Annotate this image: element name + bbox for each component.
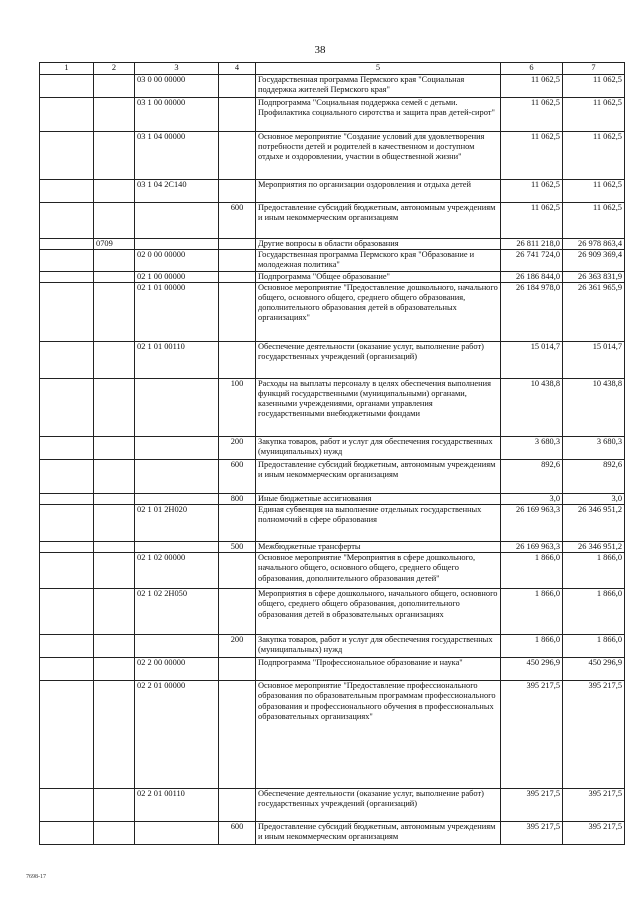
- table-row: [40, 542, 625, 553]
- table-cell-c2: [94, 271, 135, 282]
- table-cell-c6: 1 866,0: [501, 589, 563, 635]
- table-cell-c6: 395 217,5: [501, 789, 563, 822]
- table-cell-c2: [94, 553, 135, 589]
- table-row: [40, 75, 625, 98]
- table-row: [40, 553, 625, 589]
- table-cell-c1: [40, 681, 94, 789]
- table-cell-c2: [94, 589, 135, 635]
- table-cell-c5: Закупка товаров, работ и услуг для обеспечения государственных (муниципальных) нужд: [256, 635, 501, 658]
- table-cell-c1: [40, 341, 94, 378]
- table-cell-c1: [40, 505, 94, 542]
- table-cell-c1: [40, 378, 94, 436]
- table-cell-c5: Государственная программа Пермского края "Социальная поддержка жителей Пермского края": [256, 75, 501, 98]
- table-cell-c1: [40, 553, 94, 589]
- table-cell-c1: [40, 822, 94, 845]
- table-cell-c1: [40, 436, 94, 459]
- table-cell-c3: [135, 459, 219, 493]
- column-header: 4: [219, 63, 256, 75]
- table-cell-c6: 892,6: [501, 459, 563, 493]
- column-header: 1: [40, 63, 94, 75]
- table-cell-c3: 03 1 00 00000: [135, 98, 219, 132]
- table-cell-c5: Подпрограмма "Общее образование": [256, 271, 501, 282]
- table-cell-c5: Закупка товаров, работ и услуг для обеспечения государственных (муниципальных) нужд: [256, 436, 501, 459]
- table-cell-c6: 3 680,3: [501, 436, 563, 459]
- table-row: [40, 589, 625, 635]
- table-cell-c1: [40, 271, 94, 282]
- table-row: [40, 282, 625, 341]
- table-cell-c4: 200: [219, 635, 256, 658]
- table-cell-c5: Основное мероприятие "Мероприятия в сфере дошкольного, начального общего, основного общего, среднего общего образования, дополнительного образования детей": [256, 553, 501, 589]
- table-header-row: [40, 63, 625, 75]
- table-cell-c3: 02 1 01 00110: [135, 341, 219, 378]
- column-header: 6: [501, 63, 563, 75]
- table-cell-c7: 11 062,5: [563, 75, 625, 98]
- table-cell-c4: [219, 98, 256, 132]
- table-cell-c7: 11 062,5: [563, 203, 625, 239]
- table-cell-c5: Обеспечение деятельности (оказание услуг, выполнение работ) государственных учреждений (организаций): [256, 789, 501, 822]
- table-cell-c7: 11 062,5: [563, 132, 625, 180]
- table-cell-c3: [135, 822, 219, 845]
- table-cell-c4: [219, 789, 256, 822]
- table-cell-c2: [94, 789, 135, 822]
- table-cell-c7: 26 363 831,9: [563, 271, 625, 282]
- table-cell-c3: [135, 542, 219, 553]
- table-cell-c1: [40, 239, 94, 250]
- table-cell-c4: [219, 553, 256, 589]
- column-header: 3: [135, 63, 219, 75]
- table-cell-c4: [219, 589, 256, 635]
- table-row: [40, 436, 625, 459]
- table-row: [40, 635, 625, 658]
- table-cell-c5: Основное мероприятие "Предоставление дошкольного, начального общего, основного общего, среднего общего образования, дополнительного образования детей в образовательных организациях": [256, 282, 501, 341]
- table-cell-c7: 892,6: [563, 459, 625, 493]
- table-cell-c3: [135, 635, 219, 658]
- table-cell-c1: [40, 203, 94, 239]
- table-cell-c4: 600: [219, 203, 256, 239]
- table-cell-c6: 11 062,5: [501, 75, 563, 98]
- table-cell-c6: 1 866,0: [501, 553, 563, 589]
- table-cell-c3: 02 1 01 00000: [135, 282, 219, 341]
- table-cell-c2: 0709: [94, 239, 135, 250]
- table-cell-c2: [94, 250, 135, 271]
- table-cell-c4: [219, 180, 256, 203]
- table-cell-c5: Основное мероприятие "Предоставление профессионального образования по образовательным программам профессионального образования и профессионального обучения в профессиональных образовательных организациях": [256, 681, 501, 789]
- table-cell-c6: 11 062,5: [501, 180, 563, 203]
- table-cell-c3: [135, 239, 219, 250]
- table-row: [40, 239, 625, 250]
- table-cell-c7: 395 217,5: [563, 822, 625, 845]
- table-cell-c1: [40, 75, 94, 98]
- table-cell-c2: [94, 658, 135, 681]
- table-cell-c4: 200: [219, 436, 256, 459]
- table-cell-c3: 02 1 02 2Н050: [135, 589, 219, 635]
- table-cell-c3: 02 1 01 2Н020: [135, 505, 219, 542]
- table-cell-c4: [219, 658, 256, 681]
- table-cell-c4: [219, 239, 256, 250]
- table-cell-c6: 10 438,8: [501, 378, 563, 436]
- table-cell-c3: [135, 378, 219, 436]
- table-cell-c5: Предоставление субсидий бюджетным, автономным учреждениям и иным некоммерческим организациям: [256, 822, 501, 845]
- table-cell-c3: 02 2 00 00000: [135, 658, 219, 681]
- table-cell-c3: 02 1 00 00000: [135, 271, 219, 282]
- table-cell-c5: Межбюджетные трансферты: [256, 542, 501, 553]
- table-row: [40, 681, 625, 789]
- table-cell-c7: 26 346 951,2: [563, 542, 625, 553]
- column-header: 7: [563, 63, 625, 75]
- table-row: [40, 459, 625, 493]
- table-cell-c5: Основное мероприятие "Создание условий для удовлетворения потребности детей и родителей в качественном и доступном отдыхе и оздоровлении, участии в общественной жизни": [256, 132, 501, 180]
- footer-mark: 7698-17: [26, 874, 46, 880]
- table-cell-c1: [40, 459, 94, 493]
- table-cell-c5: Единая субвенция на выполнение отдельных государственных полномочий в сфере образования: [256, 505, 501, 542]
- table-cell-c2: [94, 180, 135, 203]
- table-cell-c6: 395 217,5: [501, 681, 563, 789]
- table-cell-c3: 02 1 02 00000: [135, 553, 219, 589]
- table-cell-c6: 26 741 724,0: [501, 250, 563, 271]
- table-cell-c7: 3,0: [563, 493, 625, 504]
- table-cell-c2: [94, 822, 135, 845]
- table-cell-c2: [94, 493, 135, 504]
- table-cell-c6: 3,0: [501, 493, 563, 504]
- table-cell-c7: 395 217,5: [563, 681, 625, 789]
- table-cell-c7: 1 866,0: [563, 553, 625, 589]
- table-cell-c4: [219, 271, 256, 282]
- table-row: [40, 250, 625, 271]
- table-cell-c6: 26 184 978,0: [501, 282, 563, 341]
- table-cell-c3: [135, 203, 219, 239]
- table-cell-c3: 03 1 04 00000: [135, 132, 219, 180]
- table-cell-c2: [94, 341, 135, 378]
- table-cell-c2: [94, 203, 135, 239]
- table-cell-c4: [219, 341, 256, 378]
- table-cell-c2: [94, 75, 135, 98]
- table-cell-c5: Мероприятия в сфере дошкольного, начального общего, основного общего, среднего общего образования, дополнительного образования детей в образовательных организациях: [256, 589, 501, 635]
- table-cell-c4: 600: [219, 822, 256, 845]
- table-row: [40, 132, 625, 180]
- table-body: [40, 75, 625, 845]
- table-row: [40, 658, 625, 681]
- table-cell-c5: Предоставление субсидий бюджетным, автономным учреждениям и иным некоммерческим организациям: [256, 203, 501, 239]
- table-row: [40, 493, 625, 504]
- table-cell-c6: 26 169 963,3: [501, 505, 563, 542]
- table-row: [40, 341, 625, 378]
- table-cell-c1: [40, 542, 94, 553]
- table-cell-c7: 450 296,9: [563, 658, 625, 681]
- table-cell-c6: 1 866,0: [501, 635, 563, 658]
- table-cell-c1: [40, 250, 94, 271]
- table-cell-c7: 11 062,5: [563, 180, 625, 203]
- table-cell-c7: 10 438,8: [563, 378, 625, 436]
- table-row: [40, 378, 625, 436]
- table-row: [40, 271, 625, 282]
- table-row: [40, 822, 625, 845]
- table-cell-c7: 15 014,7: [563, 341, 625, 378]
- table-cell-c2: [94, 378, 135, 436]
- table-cell-c6: 26 811 218,0: [501, 239, 563, 250]
- table-cell-c4: [219, 75, 256, 98]
- table-cell-c4: 500: [219, 542, 256, 553]
- table-cell-c4: 600: [219, 459, 256, 493]
- table-cell-c2: [94, 132, 135, 180]
- table-cell-c5: Расходы на выплаты персоналу в целях обеспечения выполнения функций государственными (муниципальными) органами, казенными учреждениями, органами управления государственными внебюджетными фондами: [256, 378, 501, 436]
- table-cell-c7: 3 680,3: [563, 436, 625, 459]
- table-cell-c5: Предоставление субсидий бюджетным, автономным учреждениям и иным некоммерческим организациям: [256, 459, 501, 493]
- table-cell-c4: 800: [219, 493, 256, 504]
- table-cell-c4: [219, 282, 256, 341]
- table-cell-c3: [135, 436, 219, 459]
- table-cell-c3: 03 1 04 2С140: [135, 180, 219, 203]
- table-cell-c6: 11 062,5: [501, 98, 563, 132]
- table-cell-c1: [40, 282, 94, 341]
- table-cell-c1: [40, 493, 94, 504]
- table-cell-c2: [94, 681, 135, 789]
- column-header: 2: [94, 63, 135, 75]
- table-row: [40, 180, 625, 203]
- table-row: [40, 505, 625, 542]
- table-cell-c1: [40, 180, 94, 203]
- budget-table: [39, 62, 625, 845]
- table-cell-c4: [219, 681, 256, 789]
- table-cell-c4: [219, 250, 256, 271]
- table-cell-c1: [40, 635, 94, 658]
- table-cell-c5: Государственная программа Пермского края "Образование и молодежная политика": [256, 250, 501, 271]
- table-cell-c5: Мероприятия по организации оздоровления и отдыха детей: [256, 180, 501, 203]
- table-cell-c2: [94, 436, 135, 459]
- table-row: [40, 98, 625, 132]
- table-cell-c6: 395 217,5: [501, 822, 563, 845]
- table-cell-c3: 02 2 01 00110: [135, 789, 219, 822]
- table-cell-c7: 395 217,5: [563, 789, 625, 822]
- table-cell-c2: [94, 459, 135, 493]
- table-cell-c4: 100: [219, 378, 256, 436]
- table-cell-c2: [94, 505, 135, 542]
- table-cell-c3: [135, 493, 219, 504]
- table-cell-c2: [94, 635, 135, 658]
- table-cell-c2: [94, 98, 135, 132]
- table-cell-c4: [219, 505, 256, 542]
- table-cell-c7: 1 866,0: [563, 589, 625, 635]
- page-number: 38: [314, 44, 326, 56]
- table-cell-c7: 1 866,0: [563, 635, 625, 658]
- table-cell-c1: [40, 589, 94, 635]
- table-cell-c7: 26 361 965,9: [563, 282, 625, 341]
- table-cell-c7: 11 062,5: [563, 98, 625, 132]
- table-cell-c6: 11 062,5: [501, 203, 563, 239]
- table-cell-c6: 26 169 963,3: [501, 542, 563, 553]
- table-cell-c2: [94, 542, 135, 553]
- table-cell-c7: 26 909 369,4: [563, 250, 625, 271]
- table-cell-c3: 03 0 00 00000: [135, 75, 219, 98]
- table-cell-c1: [40, 658, 94, 681]
- table-cell-c6: 26 186 844,0: [501, 271, 563, 282]
- table-cell-c1: [40, 132, 94, 180]
- table-cell-c5: Другие вопросы в области образования: [256, 239, 501, 250]
- table-row: [40, 203, 625, 239]
- table-row: [40, 789, 625, 822]
- table-cell-c5: Подпрограмма "Социальная поддержка семей с детьми. Профилактика социального сиротства и защита прав детей-сирот": [256, 98, 501, 132]
- table-cell-c7: 26 346 951,2: [563, 505, 625, 542]
- table-cell-c3: 02 2 01 00000: [135, 681, 219, 789]
- table-cell-c6: 15 014,7: [501, 341, 563, 378]
- table-cell-c6: 450 296,9: [501, 658, 563, 681]
- table-cell-c5: Подпрограмма "Профессиональное образование и наука": [256, 658, 501, 681]
- table-cell-c7: 26 978 863,4: [563, 239, 625, 250]
- column-header: 5: [256, 63, 501, 75]
- table-cell-c5: Обеспечение деятельности (оказание услуг, выполнение работ) государственных учреждений (организаций): [256, 341, 501, 378]
- table-cell-c4: [219, 132, 256, 180]
- table-cell-c1: [40, 789, 94, 822]
- table-cell-c3: 02 0 00 00000: [135, 250, 219, 271]
- table-cell-c6: 11 062,5: [501, 132, 563, 180]
- table-cell-c1: [40, 98, 94, 132]
- table-cell-c5: Иные бюджетные ассигнования: [256, 493, 501, 504]
- table-cell-c2: [94, 282, 135, 341]
